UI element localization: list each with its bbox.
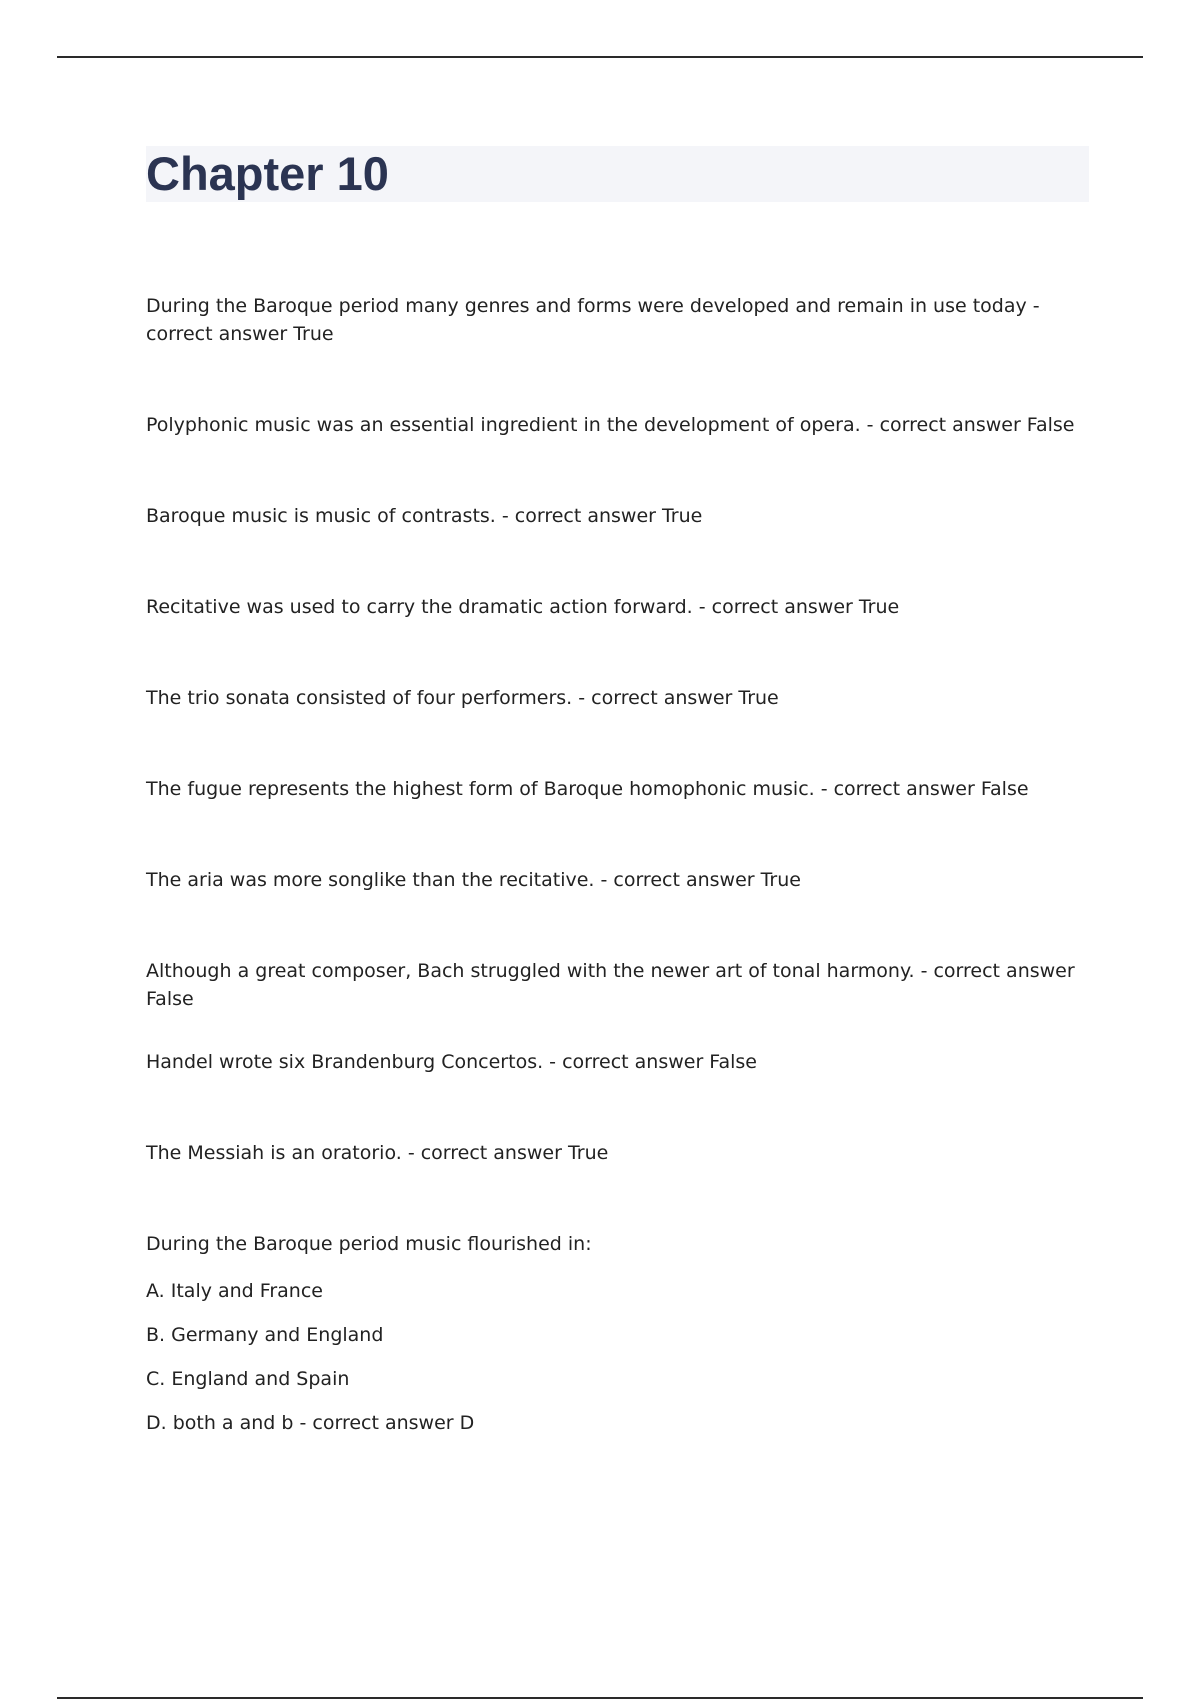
question-10: The Messiah is an oratorio. - correct answer True [146,1142,609,1164]
question-7: The aria was more songlike than the recitative. - correct answer True [146,869,801,891]
mc-option-c: C. England and Spain [146,1368,350,1390]
mc-option-a: A. Italy and France [146,1280,323,1302]
question-1: During the Baroque period many genres and forms were developed and remain in use today - correct answer True [146,295,1040,345]
mc-option-d: D. both a and b - correct answer D [146,1412,475,1434]
multiple-choice-question [146,1230,1086,1437]
question-2: Polyphonic music was an essential ingredient in the development of opera. - correct answer False [146,414,1075,436]
question-8: Although a great composer, Bach struggled with the newer art of tonal harmony. - correct answer False [146,960,1075,1010]
question-3: Baroque music is music of contrasts. - correct answer True [146,505,703,527]
question-6: The fugue represents the highest form of Baroque homophonic music. - correct answer False [146,778,1029,800]
mc-option-b: B. Germany and England [146,1324,384,1346]
page-title: Chapter 10 [146,147,389,200]
question-9: Handel wrote six Brandenburg Concertos. - correct answer False [146,1051,757,1073]
bottom-divider [57,1697,1143,1699]
top-divider [57,56,1143,58]
mc-prompt: During the Baroque period music flourished in: [146,1233,592,1255]
question-4: Recitative was used to carry the dramatic action forward. - correct answer True [146,596,900,618]
question-5: The trio sonata consisted of four performers. - correct answer True [146,687,779,709]
